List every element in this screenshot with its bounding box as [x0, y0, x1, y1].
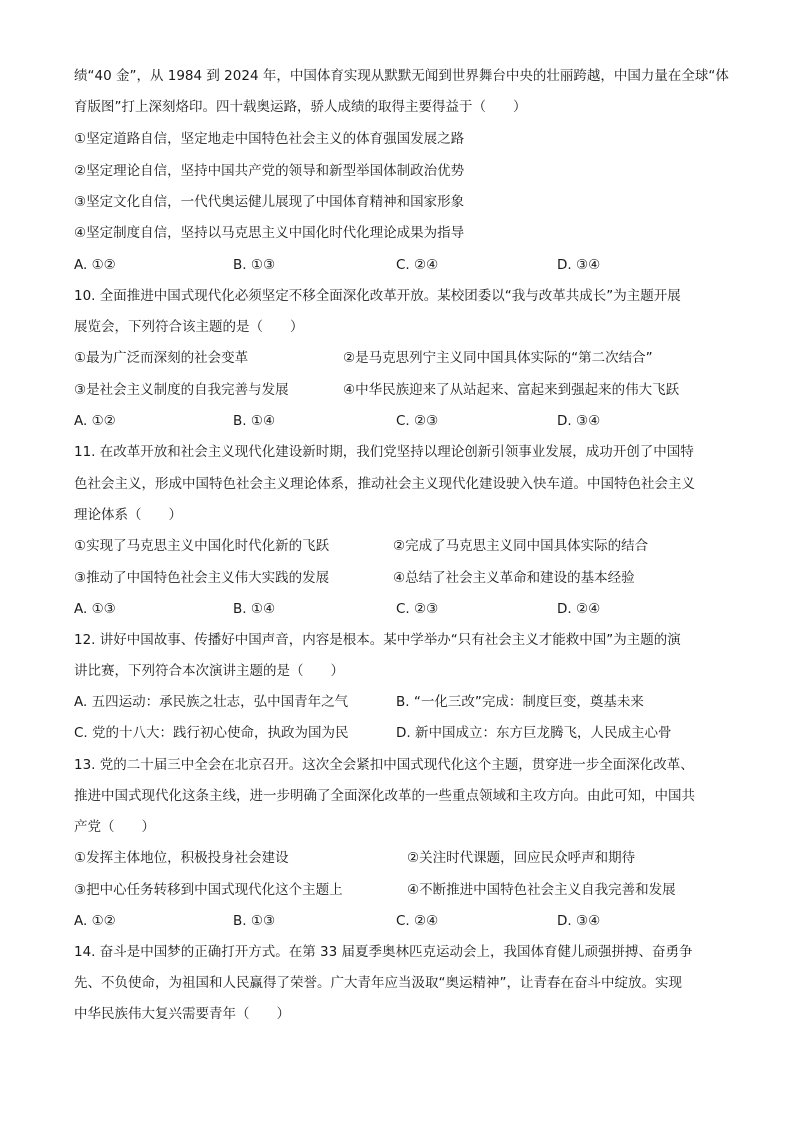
q11-stem-line-3: 理论体系（ ） — [74, 507, 182, 523]
q11-stem-line-1: 11. 在改革开放和社会主义现代化建设新时期，我们党坚持以理论创新引领事业发展，成功开创了中国特 — [74, 444, 694, 460]
q13-stem-line-1: 13. 党的二十届三中全会在北京召开。这次全会紧扣中国式现代化这个主题，贯穿进一步全面深化改革、 — [74, 757, 694, 773]
q11-statement-2: ②完成了马克思主义同中国具体实际的结合 — [393, 538, 649, 554]
q12-option-c[interactable]: C. 党的十八大：践行初心使命，执政为国为民 — [74, 725, 349, 741]
q11-option-c[interactable]: C. ②③ — [396, 601, 439, 617]
q12-stem-line-2: 讲比赛，下列符合本次演讲主题的是（ ） — [74, 663, 344, 679]
q10-option-c[interactable]: C. ②③ — [396, 413, 439, 429]
q10-statement-1: ①最为广泛而深刻的社会变革 — [74, 350, 249, 366]
q13-option-a[interactable]: A. ①② — [74, 913, 116, 929]
q9-option-c[interactable]: C. ②④ — [396, 257, 439, 273]
q11-statement-4: ④总结了社会主义革命和建设的基本经验 — [393, 570, 635, 586]
q13-statement-3: ③把中心任务转移到中国式现代化这个主题上 — [74, 882, 343, 898]
q14-stem-line-3: 中华民族伟大复兴需要青年（ ） — [74, 1006, 290, 1022]
q9-stem-line-1: 绩“40 金”，从 1984 到 2024 年，中国体育实现从默默无闻到世界舞台中央的壮丽跨越，中国力量在全球“体 — [74, 68, 729, 84]
q12-option-d[interactable]: D. 新中国成立：东方巨龙腾飞，人民成主心骨 — [396, 725, 672, 741]
q9-option-d[interactable]: D. ③④ — [557, 257, 601, 273]
q10-statement-2: ②是马克思列宁主义同中国具体实际的“第二次结合” — [343, 350, 653, 366]
q11-option-a[interactable]: A. ①③ — [74, 601, 116, 617]
q10-stem-line-1: 10. 全面推进中国式现代化必须坚定不移全面深化改革开放。某校团委以“我与改革共成长”为主题开展 — [74, 288, 681, 304]
q11-option-b[interactable]: B. ①④ — [233, 601, 276, 617]
q14-stem-line-1: 14. 奋斗是中国梦的正确打开方式。在第 33 届夏季奥林匹克运动会上，我国体育健儿顽强拼搏、奋勇争 — [74, 944, 693, 960]
q10-option-a[interactable]: A. ①② — [74, 413, 116, 429]
q13-stem-line-3: 产党（ ） — [74, 819, 155, 835]
q9-statement-2: ②坚定理论自信，坚持中国共产党的领导和新型举国体制政治优势 — [74, 163, 465, 179]
q13-statement-2: ②关注时代课题，回应民众呼声和期待 — [407, 850, 636, 866]
q11-statement-3: ③推动了中国特色社会主义伟大实践的发展 — [74, 570, 330, 586]
q9-option-b[interactable]: B. ①③ — [233, 257, 276, 273]
q11-statement-1: ①实现了马克思主义中国化时代化新的飞跃 — [74, 538, 330, 554]
q9-statement-3: ③坚定文化自信，一代代奥运健儿展现了中国体育精神和国家形象 — [74, 194, 465, 210]
q14-stem-line-2: 先、不负使命，为祖国和人民赢得了荣誉。广大青年应当汲取“奥运精神”，让青春在奋斗中绽放。实现 — [74, 975, 682, 991]
q11-stem-line-2: 色社会主义，形成中国特色社会主义理论体系，推动社会主义现代化建设驶入快车道。中国特色社会主义 — [74, 476, 695, 492]
q9-option-a[interactable]: A. ①② — [74, 257, 116, 273]
q13-option-d[interactable]: D. ③④ — [557, 913, 601, 929]
q12-stem-line-1: 12. 讲好中国故事、传播好中国声音，内容是根本。某中学举办“只有社会主义才能救中国”为主题的演 — [74, 632, 681, 648]
q10-statement-3: ③是社会主义制度的自我完善与发展 — [74, 382, 289, 398]
q13-statement-4: ④不断推进中国特色社会主义自我完善和发展 — [407, 882, 676, 898]
q13-stem-line-2: 推进中国式现代化这条主线，进一步明确了全面深化改革的一些重点领域和主攻方向。由此可知，中国共 — [74, 788, 695, 804]
q13-option-c[interactable]: C. ②④ — [396, 913, 439, 929]
q13-option-b[interactable]: B. ①③ — [233, 913, 276, 929]
q12-option-b[interactable]: B. “一化三改”完成：制度巨变，奠基未来 — [396, 694, 644, 710]
q9-statement-4: ④坚定制度自信，坚持以马克思主义中国化时代化理论成果为指导 — [74, 225, 465, 241]
q13-statement-1: ①发挥主体地位，积极投身社会建设 — [74, 850, 289, 866]
q10-stem-line-2: 展览会，下列符合该主题的是（ ） — [74, 319, 304, 335]
q10-option-d[interactable]: D. ③④ — [557, 413, 601, 429]
q12-option-a[interactable]: A. 五四运动：承民族之壮志，弘中国青年之气 — [74, 694, 349, 710]
q10-statement-4: ④中华民族迎来了从站起来、富起来到强起来的伟大飞跃 — [343, 382, 680, 398]
q9-stem-line-2: 育版图”打上深刻烙印。四十载奥运路，骄人成绩的取得主要得益于（ ） — [74, 99, 527, 115]
q11-option-d[interactable]: D. ②④ — [557, 601, 601, 617]
q10-option-b[interactable]: B. ①④ — [233, 413, 276, 429]
q9-statement-1: ①坚定道路自信，坚定地走中国特色社会主义的体育强国发展之路 — [74, 131, 465, 147]
